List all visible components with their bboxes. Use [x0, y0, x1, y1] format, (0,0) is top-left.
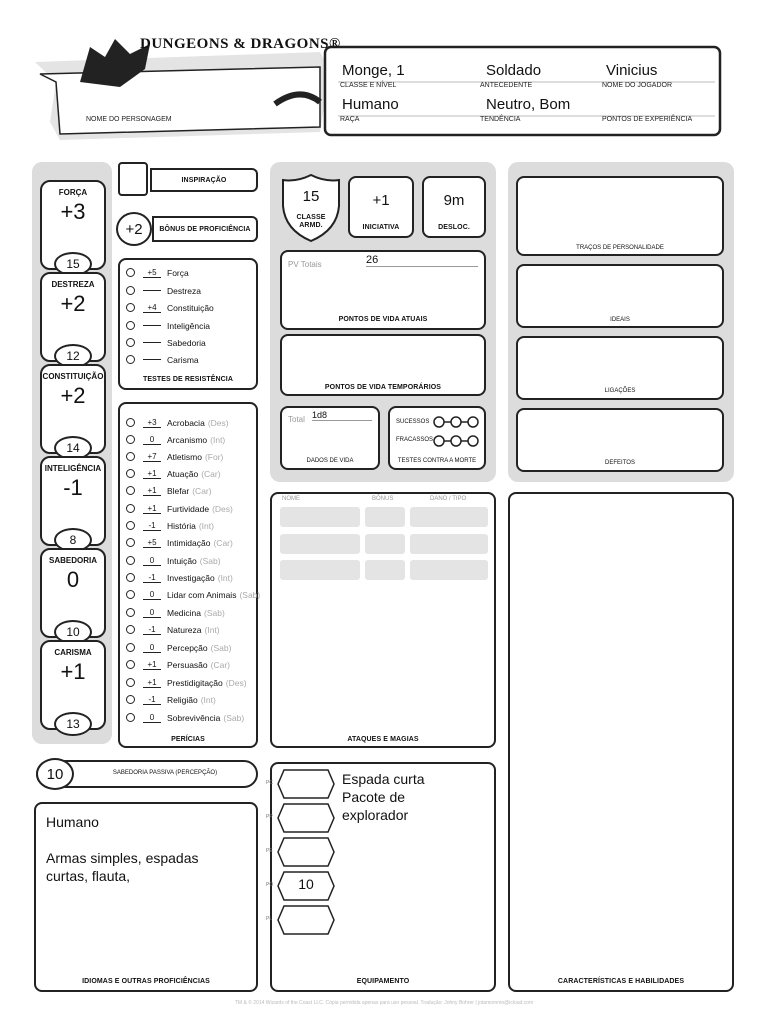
skill-row[interactable]	[126, 500, 233, 517]
skill-attr: (Int)	[198, 520, 214, 531]
ability-name: INTELIGÊNCIA	[44, 464, 102, 473]
skill-row[interactable]	[126, 552, 221, 569]
skill-attr: (Car)	[201, 468, 221, 479]
languages-line: Armas simples, espadas	[46, 850, 199, 866]
attack-name-field[interactable]	[280, 560, 360, 580]
skill-name: Intuição	[167, 555, 197, 566]
ability-modifier[interactable]: +2	[60, 383, 86, 408]
coin-label: PC	[266, 780, 273, 786]
save-row[interactable]	[126, 282, 201, 299]
death-save-circles[interactable]	[432, 414, 480, 450]
skill-value[interactable]: +1	[143, 660, 161, 670]
skill-name: Furtividade	[167, 503, 210, 514]
background-label: ANTECEDENTE	[480, 82, 533, 89]
death-saves-label: TESTES CONTRA A MORTE	[397, 458, 477, 464]
initiative-label: INICIATIVA	[362, 224, 400, 231]
languages-line: Humano	[46, 814, 99, 830]
player-label: NOME DO JOGADOR	[602, 82, 673, 89]
hit-dice-label: DADOS DE VIDA	[306, 458, 354, 464]
skill-attr: (Sab)	[239, 589, 261, 600]
race-value[interactable]: Humano	[342, 96, 399, 113]
save-row[interactable]	[126, 264, 189, 281]
skill-value[interactable]: 0	[143, 608, 161, 618]
attacks-col-name: NOME	[282, 496, 300, 502]
skill-attr: (Sab)	[199, 555, 221, 566]
footer-legal: TM & © 2014 Wizards of the Coast LLC. Cópia permitida apenas para uso pessoal. Tradução: Johny Bohrer | jotamommo@icloud.com	[234, 1000, 534, 1006]
inspiration-box[interactable]	[118, 162, 148, 196]
attack-bonus-field[interactable]	[365, 507, 405, 527]
speed-label: DESLOC.	[438, 224, 470, 231]
ability-modifier[interactable]: +1	[60, 659, 86, 684]
personality-label: TRAÇOS DE PERSONALIDADE	[576, 245, 664, 251]
prof-dot[interactable]	[126, 452, 135, 461]
skill-row[interactable]	[126, 621, 220, 638]
skill-name: Atletismo	[167, 451, 202, 462]
attack-damage-field[interactable]	[410, 560, 488, 580]
ability-constitution	[40, 364, 106, 454]
skill-row[interactable]	[126, 674, 247, 691]
skill-attr: (For)	[204, 451, 224, 462]
background-value[interactable]: Soldado	[486, 62, 542, 79]
prof-dot[interactable]	[126, 678, 135, 687]
skill-name: Intimidação	[167, 537, 211, 548]
skill-row[interactable]	[126, 569, 233, 586]
skill-row[interactable]	[126, 656, 230, 673]
prof-dot[interactable]	[126, 660, 135, 669]
skill-row[interactable]	[126, 534, 233, 551]
race-label: RAÇA	[340, 116, 360, 123]
skill-name: Arcanismo	[167, 434, 208, 445]
prof-dot[interactable]	[126, 538, 135, 547]
personality-box[interactable]	[516, 176, 724, 256]
death-success-label: SUCESSOS	[396, 419, 430, 425]
skill-name: Percepção	[167, 642, 208, 653]
skill-row[interactable]	[126, 517, 214, 534]
ability-modifier[interactable]: +3	[60, 199, 86, 224]
ability-score[interactable]: 13	[54, 712, 92, 736]
ideals-label: IDEAIS	[610, 317, 630, 323]
skills-title: PERÍCIAS	[171, 736, 205, 743]
ability-score[interactable]: 15	[54, 252, 92, 276]
skill-row[interactable]	[126, 414, 229, 431]
save-name: Inteligência	[167, 320, 211, 331]
ability-intelligence	[40, 456, 106, 546]
skill-row[interactable]	[126, 639, 231, 656]
skill-name: Persuasão	[167, 659, 208, 670]
ability-score[interactable]: 12	[54, 344, 92, 368]
save-row[interactable]	[126, 317, 210, 334]
skill-name: Natureza	[167, 624, 202, 635]
skill-attr: (Int)	[200, 694, 216, 705]
skill-value[interactable]: 0	[143, 713, 161, 723]
passive-value[interactable]: 10	[36, 758, 74, 790]
prof-dot[interactable]	[126, 435, 135, 444]
char-name-label: NOME DO PERSONAGEM	[86, 116, 172, 123]
skill-row[interactable]	[126, 465, 221, 482]
prof-dot[interactable]	[126, 713, 135, 722]
skill-name: Atuação	[167, 468, 199, 479]
attack-damage-field[interactable]	[410, 534, 488, 554]
ability-modifier[interactable]: +2	[60, 291, 86, 316]
features-box[interactable]	[508, 492, 734, 992]
brand-logo: DUNGEONS & DRAGONS®	[140, 36, 341, 52]
equipment-line: Espada curta	[342, 771, 425, 787]
save-name: Sabedoria	[167, 337, 206, 348]
save-row[interactable]	[126, 334, 206, 351]
prof-dot[interactable]	[126, 573, 135, 582]
save-name: Carisma	[167, 354, 199, 365]
prof-dot[interactable]	[126, 608, 135, 617]
save-name: Destreza	[167, 285, 202, 296]
death-fail-label: FRACASSOS	[396, 437, 434, 443]
ability-score[interactable]: 10	[54, 620, 92, 644]
skill-name: Blefar	[167, 485, 190, 496]
skill-attr: (Car)	[213, 537, 233, 548]
skill-value[interactable]: 0	[143, 556, 161, 566]
skill-value[interactable]: +1	[143, 504, 161, 514]
skill-name: Religião	[167, 694, 198, 705]
prof-dot[interactable]	[126, 521, 135, 530]
attacks-col-damage: DANO / TIPO	[430, 496, 467, 502]
skill-value[interactable]: +1	[143, 678, 161, 688]
prof-dot[interactable]	[126, 486, 135, 495]
skill-value[interactable]: 0	[143, 590, 161, 600]
coin-gold-value[interactable]: 10	[298, 876, 314, 892]
prof-dot[interactable]	[126, 469, 135, 478]
equipment-title: EQUIPAMENTO	[356, 978, 410, 985]
ability-name: FORÇA	[58, 188, 88, 197]
ability-modifier[interactable]: -1	[63, 475, 83, 500]
prof-dot[interactable]	[126, 590, 135, 599]
skill-value[interactable]: +3	[143, 418, 161, 428]
skill-name: Medicina	[167, 607, 202, 618]
attacks-title: ATAQUES E MAGIAS	[347, 736, 419, 743]
skill-attr: (Sab)	[210, 642, 232, 653]
ac-label: CLASSE ARMD.	[296, 214, 326, 229]
skill-attr: (Int)	[204, 624, 220, 635]
skill-value[interactable]: -1	[143, 521, 161, 531]
attack-name-field[interactable]	[280, 507, 360, 527]
skill-row[interactable]	[126, 604, 225, 621]
shield-icon	[280, 172, 342, 244]
prof-dot[interactable]	[126, 268, 135, 277]
prof-dot[interactable]	[126, 338, 135, 347]
proficiency-value[interactable]: +2	[116, 212, 152, 246]
coin-label: PL	[266, 916, 273, 922]
skill-name: Sobrevivência	[167, 712, 221, 723]
attack-bonus-field[interactable]	[365, 534, 405, 554]
speed-value[interactable]: 9m	[443, 192, 465, 209]
attack-bonus-field[interactable]	[365, 560, 405, 580]
languages-line: curtas, flauta,	[46, 868, 131, 884]
save-name: Força	[167, 267, 189, 278]
prof-dot[interactable]	[126, 625, 135, 634]
hit-dice-total-label: Total	[288, 415, 305, 424]
skill-row[interactable]	[126, 586, 260, 603]
hp-max-label: PV Totais	[288, 260, 322, 269]
ability-dexterity	[40, 272, 106, 362]
attack-damage-field[interactable]	[410, 507, 488, 527]
skill-name: Prestidigitação	[167, 677, 223, 688]
prof-dot[interactable]	[126, 286, 135, 295]
flaws-label: DEFEITOS	[605, 460, 635, 466]
ability-name: SABEDORIA	[48, 556, 97, 565]
save-value[interactable]	[143, 342, 161, 343]
skill-value[interactable]: 0	[143, 643, 161, 653]
ability-charisma	[40, 640, 106, 730]
skill-name: Lidar com Animais	[167, 589, 237, 600]
save-value[interactable]: +5	[143, 268, 161, 278]
skill-attr: (Sab)	[204, 607, 225, 618]
skill-row[interactable]	[126, 482, 212, 499]
skill-value[interactable]: -1	[143, 625, 161, 635]
class-level-value[interactable]: Monge, 1	[342, 62, 405, 79]
attack-name-field[interactable]	[280, 534, 360, 554]
hit-dice-total[interactable]: 1d8	[312, 410, 372, 421]
skill-value[interactable]: +7	[143, 452, 161, 462]
prof-dot[interactable]	[126, 303, 135, 312]
skill-attr: (Des)	[212, 503, 233, 514]
prof-dot[interactable]	[126, 418, 135, 427]
inspiration-label: INSPIRAÇÃO	[150, 168, 258, 192]
skill-attr: (Car)	[192, 485, 212, 496]
save-value[interactable]	[143, 359, 161, 360]
prof-dot[interactable]	[126, 355, 135, 364]
player-value[interactable]: Vinicius	[606, 62, 658, 79]
skill-value[interactable]: +5	[143, 538, 161, 548]
prof-dot[interactable]	[126, 556, 135, 565]
save-value[interactable]: +4	[143, 303, 161, 313]
initiative-value[interactable]: +1	[372, 192, 390, 209]
prof-dot[interactable]	[126, 643, 135, 652]
skill-value[interactable]: -1	[143, 573, 161, 583]
passive-label: SABEDORIA PASSIVA (PERCEPÇÃO)	[112, 770, 218, 776]
ability-strength	[40, 180, 106, 270]
save-row[interactable]	[126, 351, 199, 368]
ability-modifier[interactable]: 0	[66, 567, 80, 592]
hp-temp-label: PONTOS DE VIDA TEMPORÁRIOS	[324, 384, 442, 391]
skill-name: Acrobacia	[167, 417, 205, 428]
skill-name: História	[167, 520, 196, 531]
skill-attr: (Sab)	[223, 712, 245, 723]
hp-max-value[interactable]: 26	[366, 254, 478, 267]
ability-wisdom	[40, 548, 106, 638]
coin-label: PP	[266, 814, 273, 820]
skill-row[interactable]	[126, 709, 244, 726]
skill-attr: (Car)	[210, 659, 230, 670]
alignment-label: TENDÊNCIA	[480, 116, 521, 123]
save-value[interactable]	[143, 325, 161, 326]
skill-row[interactable]	[126, 691, 216, 708]
skill-value[interactable]: 0	[143, 435, 161, 445]
bonds-label: LIGAÇÕES	[604, 388, 636, 394]
hp-current-label: PONTOS DE VIDA ATUAIS	[338, 316, 428, 323]
ac-value[interactable]: 15	[302, 188, 320, 205]
save-value[interactable]	[143, 290, 161, 291]
save-row[interactable]	[126, 299, 214, 316]
languages-box[interactable]	[34, 802, 258, 992]
proficiency-label: BÔNUS DE PROFICIÊNCIA	[152, 216, 258, 242]
skill-row[interactable]	[126, 448, 223, 465]
skill-attr: (Int)	[210, 434, 226, 445]
prof-dot[interactable]	[126, 321, 135, 330]
skill-row[interactable]	[126, 431, 225, 448]
coin-label: PO	[266, 882, 274, 888]
prof-dot[interactable]	[126, 504, 135, 513]
languages-title: IDIOMAS E OUTRAS PROFICIÊNCIAS	[82, 978, 210, 985]
ability-score[interactable]: 14	[54, 436, 92, 460]
skill-value[interactable]: +1	[143, 469, 161, 479]
equipment-line: Pacote de	[342, 789, 406, 805]
skill-value[interactable]: -1	[143, 695, 161, 705]
attacks-col-bonus: BÔNUS	[372, 496, 394, 502]
coin-label: PE	[266, 848, 273, 854]
ability-name: DESTREZA	[51, 280, 95, 289]
class-level-label: CLASSE E NÍVEL	[340, 82, 397, 89]
skill-name: Investigação	[167, 572, 215, 583]
saves-title: TESTES DE RESISTÊNCIA	[142, 376, 233, 383]
skill-attr: (Int)	[217, 572, 233, 583]
equipment-line: explorador	[342, 807, 409, 823]
ability-name: CARISMA	[54, 648, 92, 657]
ability-name: CONSTITUIÇÃO	[42, 372, 104, 381]
features-title: CARACTERÍSTICAS E HABILIDADES	[557, 978, 685, 985]
save-name: Constituição	[167, 302, 214, 313]
attacks-box	[270, 492, 496, 748]
skill-attr: (Des)	[225, 677, 247, 688]
alignment-value[interactable]: Neutro, Bom	[486, 96, 571, 113]
skill-attr: (Des)	[207, 417, 229, 428]
coin-purse-icons	[270, 768, 338, 938]
xp-label: PONTOS DE EXPERIÊNCIA	[602, 116, 693, 123]
prof-dot[interactable]	[126, 695, 135, 704]
ability-score[interactable]: 8	[54, 528, 92, 552]
skill-value[interactable]: +1	[143, 486, 161, 496]
